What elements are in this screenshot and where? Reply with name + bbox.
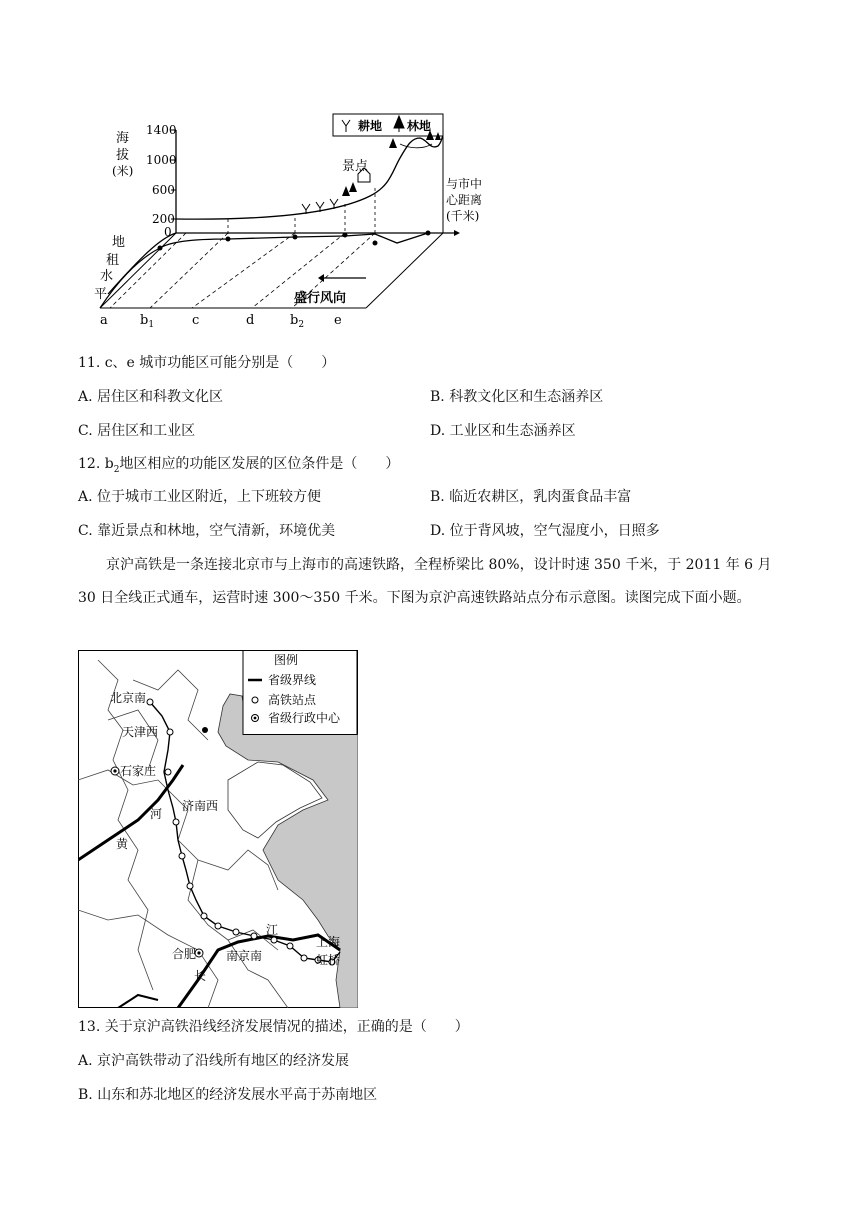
q12-option-b: B. 临近农耕区，乳肉蛋食品丰富 — [430, 489, 632, 505]
y-label-ba: 拔 — [116, 148, 130, 163]
q11-option-a: A. 居住区和科教文化区 — [78, 389, 224, 405]
zone-c: c — [192, 313, 200, 328]
zone-e: e — [334, 313, 342, 328]
label-nanjing: 南京南 — [226, 949, 263, 963]
label-tianjin: 天津西 — [122, 725, 159, 739]
zone-a: a — [100, 313, 108, 328]
q11-stem: 11. c、e 城市功能区可能分别是（ ） — [78, 355, 336, 371]
label-he: 河 — [150, 807, 163, 821]
land-use-profile-figure — [70, 108, 520, 333]
y-label-hai: 海 — [116, 131, 130, 146]
label-jiang: 江 — [266, 923, 279, 937]
q12-option-d: D. 位于背风坡，空气湿度小，日照多 — [430, 523, 660, 539]
scenic-label: 景点 — [342, 159, 369, 174]
legend-station: 高铁站点 — [268, 693, 317, 707]
zone-b1: $b_1$ — [140, 313, 155, 330]
q13-option-b: B. 山东和苏北地区的经济发展水平高于苏南地区 — [78, 1087, 378, 1103]
intro-paragraph: 京沪高铁是一条连接北京市与上海市的高速铁路，全程桥梁比 80%，设计时速 350 千米，于 2011 年 6 月 30 日全线正式通车，运营时速 300～350 千米。下图为京沪高速铁路站点分布示意图。读图完成下面小题。 — [78, 557, 772, 606]
legend-farmland: 耕地 — [358, 119, 383, 133]
q11-option-d: D. 工业区和生态涵养区 — [430, 423, 576, 439]
terrain-profile — [176, 136, 443, 219]
rent-label-zu: 租 — [106, 253, 120, 268]
q13-stem: 13. 关于京沪高铁沿线经济发展情况的描述，正确的是（ ） — [78, 1019, 469, 1035]
q12-option-a: A. 位于城市工业区附近，上下班较方便 — [78, 489, 322, 505]
legend-title: 图例 — [274, 653, 299, 667]
label-huang: 黄 — [116, 837, 129, 851]
legend-boundary: 省级界线 — [268, 673, 317, 687]
q12-option-c: C. 靠近景点和林地，空气清新，环境优美 — [78, 523, 336, 539]
projection-lines — [228, 188, 375, 236]
label-shanghai: 上海 — [316, 935, 341, 949]
distance-label-2: 心距离 — [446, 193, 483, 207]
ground-right-edge — [366, 233, 443, 308]
wind-label: 盛行风向 — [294, 291, 347, 306]
y-label-unit: (米) — [112, 164, 134, 178]
label-shijiazhuang: 石家庄 — [120, 764, 157, 778]
tick-0: 0 — [164, 225, 172, 239]
label-hefei: 合肥 — [172, 947, 197, 961]
station-legend-icon — [252, 697, 258, 703]
rent-label-shui: 水 — [100, 269, 114, 284]
q12-stem: 12. $b_2$地区相应的功能区发展的区位条件是（ ） — [78, 456, 400, 475]
zone-b2: $b_2$ — [290, 313, 305, 330]
zone-d: d — [246, 313, 255, 328]
legend-capital: 省级行政中心 — [268, 711, 341, 725]
q11-option-c: C. 居住区和工业区 — [78, 423, 196, 439]
label-beijing: 北京南 — [110, 691, 147, 705]
distance-label-3: (千米) — [446, 209, 480, 223]
label-jinan: 济南西 — [182, 799, 219, 813]
tick-600: 600 — [152, 183, 175, 197]
q13-option-a: A. 京沪高铁带动了沿线所有地区的经济发展 — [78, 1053, 350, 1069]
altitude-ticks — [171, 130, 176, 219]
label-hongqiao: 虹桥 — [316, 953, 341, 967]
label-chang: 长 — [194, 969, 207, 983]
tick-1000: 1000 — [146, 153, 177, 167]
q11-option-b: B. 科教文化区和生态涵养区 — [430, 389, 604, 405]
rent-label-ping: 平 — [94, 287, 108, 302]
jinghu-railway-map — [78, 650, 358, 1008]
rent-label-di: 地 — [112, 235, 126, 250]
distance-label-1: 与市中 — [446, 177, 483, 191]
farmland-symbols — [302, 199, 338, 214]
tick-1400: 1400 — [146, 123, 177, 137]
tick-200: 200 — [152, 212, 175, 226]
legend-forest: 林地 — [407, 119, 432, 133]
